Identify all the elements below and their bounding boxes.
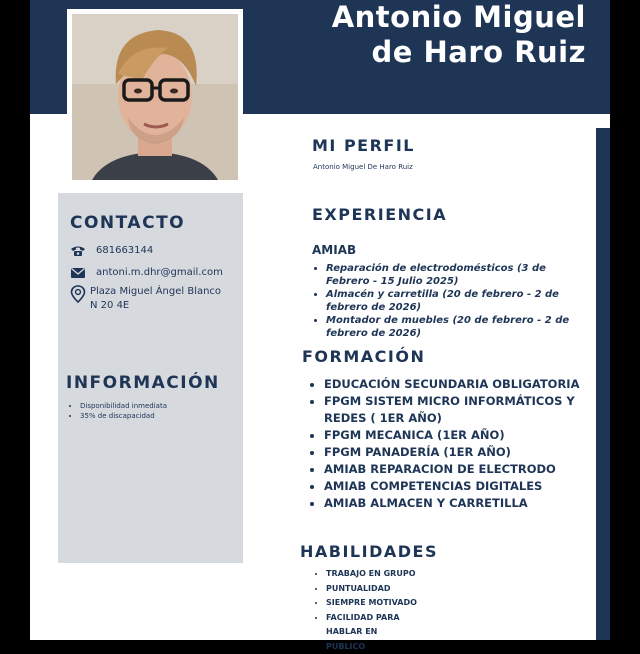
resume-page [30,0,610,640]
info-item: • 35% de discapacidad [80,411,167,421]
mail-icon [70,267,86,281]
profile-text: Antonio Miguel De Haro Ruiz [313,163,413,171]
phone-number: 681663144 [96,245,153,256]
info-list [70,401,167,421]
location-pin-icon [70,285,86,299]
education-item: • EDUCACIÓN SECUNDARIA OBLIGATORIA [324,376,594,393]
education-item: • FPGM SISTEM MICRO INFORMÁTICOS Y REDES ( 1ER AÑO) [324,393,594,427]
skill-item: • PUNTUALIDAD [326,582,526,597]
info-item: • Disponibilidad inmediata [80,401,167,411]
skills-title: HABILIDADES [300,542,438,561]
experience-item: • Reparación de electrodomésticos (3 de Febrero - 15 Julio 2025) [326,262,586,288]
skill-item: • TRABAJO EN GRUPO [326,567,526,582]
address-text: Plaza Miguel Ángel Blanco N 20 4E [90,285,230,313]
candidate-name [332,0,586,70]
phone-icon [70,245,86,259]
education-item: • FPGM PANADERÍA (1ER AÑO) [324,444,594,461]
info-title: INFORMACIÓN [66,373,220,393]
name-line-1: Antonio Miguel [332,0,586,35]
skill-item: • FACILIDAD PARA HABLAR EN PUBLICO [326,611,416,654]
experience-item: • Montador de muebles (20 de febrero - 2 de febrero de 2026) [326,314,586,340]
contact-phone [70,245,153,259]
right-accent-stripe [596,128,610,640]
email-address: antoni.m.dhr@gmail.com [96,267,223,278]
profile-photo [72,14,238,180]
education-item: • AMIAB ALMACEN Y CARRETILLA [324,495,594,512]
education-item: • AMIAB REPARACION DE ELECTRODO [324,461,594,478]
profile-title: MI PERFIL [312,136,415,155]
education-title: FORMACIÓN [302,347,425,366]
education-item: • AMIAB COMPETENCIAS DIGITALES [324,478,594,495]
experience-title: EXPERIENCIA [312,205,447,224]
name-line-2: de Haro Ruiz [332,35,586,70]
education-list [310,376,594,512]
experience-company: AMIAB [312,243,356,257]
skills-list [312,567,526,654]
experience-list [312,262,586,340]
experience-item: • Almacén y carretilla (20 de febrero - 2 de febrero de 2026) [326,288,586,314]
contact-address [70,285,230,313]
education-item: • FPGM MECANICA (1ER AÑO) [324,427,594,444]
contact-email [70,267,223,281]
skill-item: • SIEMPRE MOTIVADO [326,596,526,611]
contact-title: CONTACTO [70,213,185,233]
